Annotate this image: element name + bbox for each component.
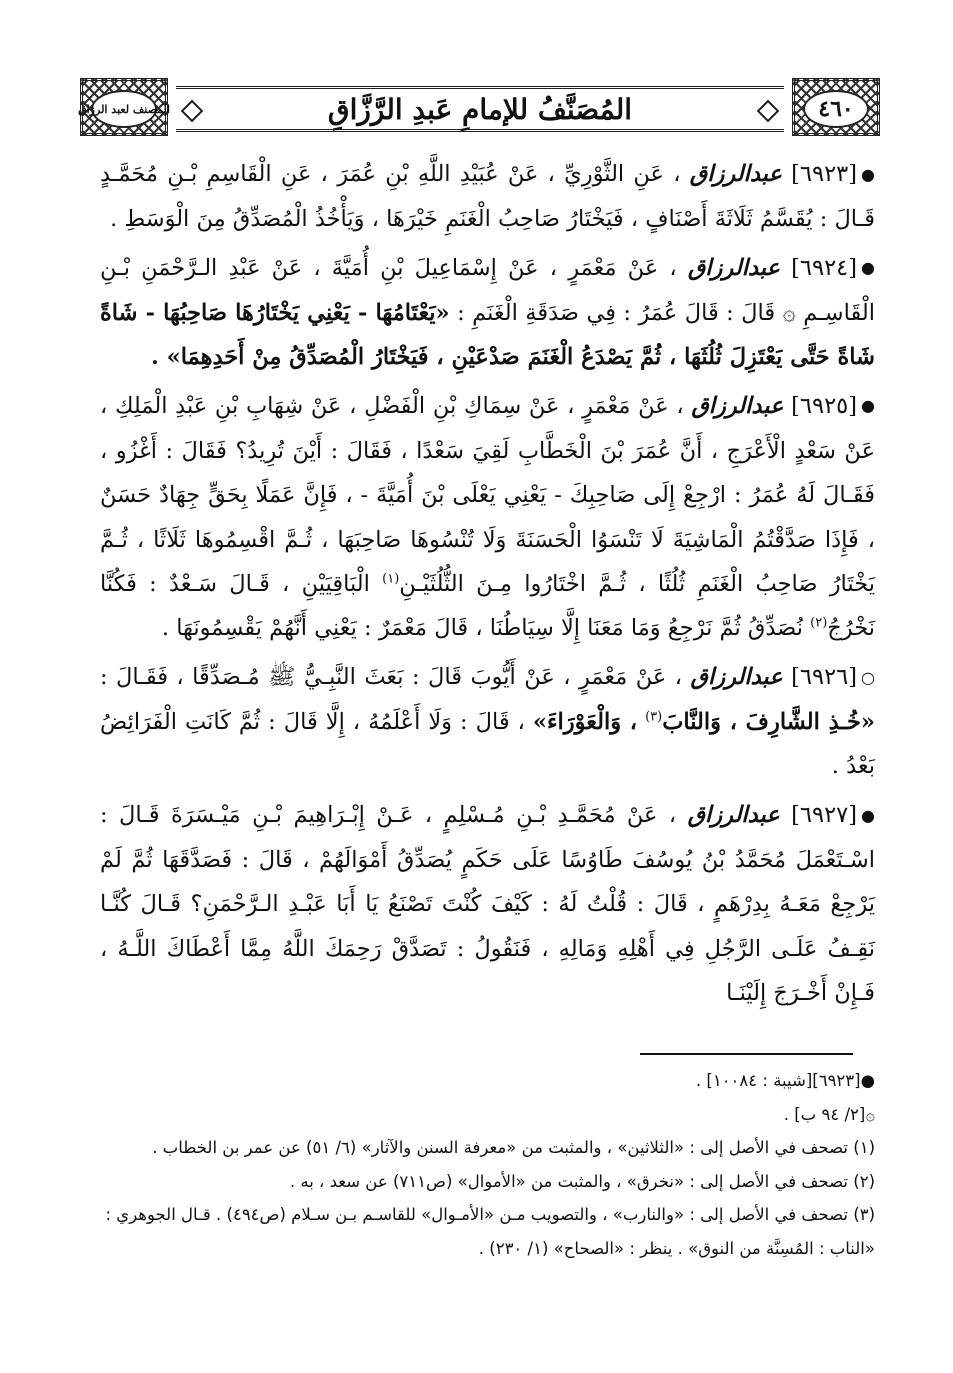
header-seal-text: المصنف لعبد الرزاق xyxy=(78,102,170,116)
hadith-entry-6927 xyxy=(100,793,875,1016)
header-page-number-ornament xyxy=(792,78,880,136)
entry-bullet: ● xyxy=(861,805,875,825)
entry-author: عبدالرزاق xyxy=(690,663,783,690)
entry-text: ، عَنْ مَعْمَرٍ ، عَنْ إِسْمَاعِيلَ بْنِ أُمَيَّةَ ، عَنْ عَبْدِ الـرَّحْمَنِ بْـنِ الْقَاسِـمِ ۞ قَالَ : قَالَ عُمَرُ : فِي صَدَقَةِ الْغَنَمِ : xyxy=(100,254,875,326)
header-title-band xyxy=(176,86,784,132)
entry-text: الْبَاقِيَيْنِ ، قَـالَ سَـعْدٌ : فَكُنَّا نَخْرُجُ xyxy=(100,571,875,642)
entry-quoted-text: ، وَالْعَوْرَاءَ» xyxy=(532,709,638,736)
entry-text: ، عَنِ الثَّوْرِيِّ ، عَنْ عُبَيْدِ اللَّهِ بْنِ عُمَرَ ، عَنِ الْقَاسِمِ بْـنِ مُحَمَّـدٍ قَـالَ : يُقَسَّمُ ثَلَاثَةَ أَصْنَافٍ ، فَيَخْتَارُ صَاحِبُ الْغَنَمِ خَيْرَهَا ، وَيَأْخُذُ الْمُصَدِّقُ مِنَ الْوَسَطِ . xyxy=(100,161,875,233)
entry-number: [٦٩٢٦] xyxy=(791,663,858,690)
entry-text: ، قَالَ : وَلَا أَعْلَمُهُ ، إِلَّا قَالَ : ثُمَّ كَانَتِ الْفَرَائِضُ بَعْدُ . xyxy=(100,709,875,780)
page-number: ٤٦٠ xyxy=(818,96,854,122)
entry-bullet: ● xyxy=(861,396,876,416)
footnote-2: (٢) تصحف في الأصل إلى : «نخرق» ، والمثبت من «الأموال» (ص٧١١) عن سعد ، به . xyxy=(289,1171,875,1191)
footnote-separator xyxy=(640,1053,853,1055)
entry-author: عبدالرزاق xyxy=(689,161,782,187)
entry-text: نُصَدِّقُ ثُمَّ نَرْجِعُ وَمَا مَعَنَا إِلَّا سِيَاطُنَا ، قَالَ مَعْمَرٌ : يَعْنِي أَنَّهُمْ يَقْسِمُونَهَا . xyxy=(161,615,803,642)
entry-author: عبدالرزاق xyxy=(687,254,780,281)
header-seal-badge xyxy=(78,90,170,128)
footnote-3: (٣) تصحف في الأصل إلى : «والنارب» ، والتصويب مـن «الأمـوال» للقاسـم بـن سـلام (ص٤٩٤) . قـال الجوهري : «الناب : المُسِنَّة من النوق» . ينظر : «الصحاح» (١/ ٢٣٠) . xyxy=(105,1205,875,1258)
entry-number: [٦٩٢٥] xyxy=(791,392,858,419)
main-text xyxy=(100,152,875,1020)
hadith-entry-6924 xyxy=(100,246,875,380)
entry-number: [٦٩٢٣] xyxy=(791,161,858,187)
page-number-badge xyxy=(803,90,869,128)
page-header xyxy=(80,78,880,138)
entry-text: ، عَنْ مَعْمَرٍ ، عَنْ سِمَاكِ بْنِ الْفَضْلِ ، عَنْ شِهَابِ بْنِ عَبْدِ الْمَلِكِ ، عَنْ سَعْدٍ الْأَعْرَجِ ، أَنَّ عُمَرَ بْنَ الْخَطَّابِ لَقِيَ سَعْدًا ، فَقَالَ : أَيْنَ تُرِيدُ؟ فَقَالَ : أَغْزُو ، فَقَـالَ لَهُ عُمَرُ : ارْجِعْ إِلَى صَاحِبِكَ - يَعْنِي يَعْلَى بْنَ أُمَيَّةَ - ، فَإِنَّ عَمَلًا بِحَقٍّ جِهَادٌ حَسَنٌ ، فَإِذَا صَدَّقْتُمُ الْمَاشِيَةَ لَا تَنْسَوُا الْحَسَنَةَ وَلَا تُنْسُوهَا صَاحِبَهَا ، ثُـمَّ اقْسِمُوهَا ثَلَاثًا ، ثُـمَّ يَخْتَارُ صَاحِبُ الْغَنَمِ ثُلُثًا ، ثُـمَّ اخْتَارُوا مِـنَ الثُّلُثَيْـنِ xyxy=(100,392,875,598)
entry-text: ، عَنْ مَعْمَرٍ ، عَنْ أَيُّوبَ قَالَ : بَعَثَ النَّبِـيُّ ﷺ مُـصَدِّقًا ، فَقَـالَ : xyxy=(100,663,683,690)
running-title: المُصَنَّفُ للإمامِ عَبدِ الرَّزَّاقِ xyxy=(327,92,633,126)
folio-reference: ۞[٢/ ٩٤ ب] . xyxy=(783,1104,875,1124)
entry-bullet: ○ xyxy=(861,667,875,687)
hadith-entry-6923 xyxy=(100,152,875,242)
footnote-ref-1[interactable]: (١) xyxy=(382,571,400,587)
hadith-entry-6926 xyxy=(100,655,875,789)
footnote-ref-2[interactable]: (٢) xyxy=(810,615,828,631)
entry-quoted-text: «يَعْتَامُهَا - يَعْنِي يَخْتَارُهَا صَاحِبُهَا - شَاةً شَاةً حَتَّى يَعْتَزِلَ ثُلُثَهَا ، ثُمَّ يَصْدَعُ الْغَنَمَ صَدْعَيْنِ ، فَيَخْتَارُ الْمُصَدِّقُ مِنْ أَحَدِهِمَا» . xyxy=(100,299,875,371)
entry-quoted-text: «خُـذِ الشَّارِفَ ، وَالنَّابَ xyxy=(662,709,875,736)
entry-bullet: ● xyxy=(861,258,876,278)
entry-number: [٦٩٢٧] xyxy=(791,801,858,828)
entry-text: ، عَنْ مُحَمَّـدِ بْـنِ مُـسْلِمٍ ، عَـنْ إِبْـرَاهِيمَ بْـنِ مَيْـسَرَةَ قَـالَ : اسْـتَعْمَلَ مُحَمَّدُ بْنُ يُوسُفَ طَاوُسًا عَلَى حَكَمٍ يُصَدِّقُ أَمْوَالَهُمْ ، قَالَ : فَصَدَّقَهَا ثُمَّ لَمْ يَرْجِعْ مَعَـهُ بِدِرْهَمٍ ، قَالَ : قُلْتُ لَهُ : كَيْفَ كُنْتَ تَصْنَعُ يَا أَبَا عَبْـدِ الـرَّحْمَنِ؟ قَـالَ كُنَّـا نَقِـفُ عَلَـى الرَّجُلِ فِي أَهْلِهِ وَمَالِهِ ، فَنَقُولُ : تَصَدَّقْ رَحِمَكَ اللَّهُ مِمَّا أَعْطَاكَ اللَّـهُ ، فَـإِنْ أَخْـرَجَ إِلَيْنَـا xyxy=(100,801,875,1007)
footnote-1: (١) تصحف في الأصل إلى : «الثلاثين» ، والمثبت من «معرفة السنن والآثار» (٦/ ٥١) عن عمر بن الخطاب . xyxy=(152,1138,875,1157)
footnote-ref-3[interactable]: (٣) xyxy=(645,709,663,725)
footnotes xyxy=(100,1064,875,1265)
entry-author: عبدالرزاق xyxy=(691,392,784,419)
entry-author: عبدالرزاق xyxy=(687,801,780,828)
hadith-entry-6925 xyxy=(100,384,875,651)
entry-number: [٦٩٢٤] xyxy=(791,254,858,281)
header-seal-ornament xyxy=(80,78,168,136)
entry-bullet: ● xyxy=(861,164,875,184)
source-reference: ●[٦٩٢٣][شيبة : ١٠٠٨٤] . xyxy=(695,1071,875,1090)
